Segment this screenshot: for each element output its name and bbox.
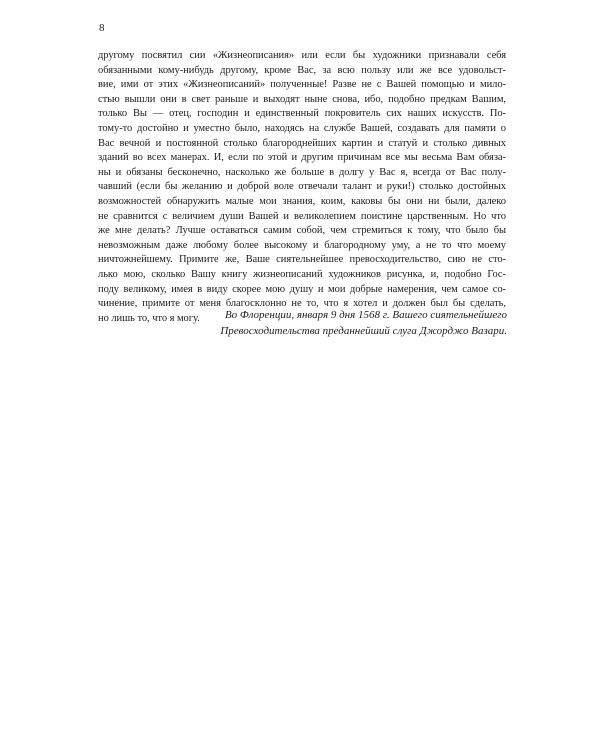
body-line: вие, ими от этих «Жизнеописаний» полученные! Разве не с Вашей помощью и мило- bbox=[98, 79, 506, 91]
body-line: же мне делать? Лучше оставаться самим собой, чем стремиться к тому, что было бы bbox=[98, 225, 506, 237]
body-line: тому-то достойно и уместно было, находясь на службе Вашей, создавать для памяти о bbox=[98, 122, 506, 134]
body-line: зданий во всех манерах. И, если по этой и другим причинам все мы весьма Вам обяза- bbox=[98, 152, 506, 164]
body-line: ничтожнейшему. Примите же, Ваше сиятельнейшее превосходительство, сию не сто- bbox=[98, 254, 506, 266]
body-line: чинение, примите от меня благосклонно не то, что я хотел и должен был бы сделать, bbox=[98, 298, 506, 310]
body-line: обязанными кому-нибудь другому, кроме Вас, за всю пользу или же все удовольст- bbox=[98, 64, 506, 76]
body-line: ны и обязаны бесконечно, насколько же больше в долгу у Вас я, всегда от Вас полу- bbox=[98, 166, 506, 178]
body-line: другому посвятил сии «Жизнеописания» или если бы художники признавали себя bbox=[98, 50, 506, 61]
body-line: стью вышли они в свет раньше и выходят ныне снова, ибо, подобно предкам Вашим, bbox=[98, 93, 506, 105]
signature-line: Во Флоренции, января 9 дня 1568 г. Вашего сиятельнейшего bbox=[224, 309, 507, 321]
signature-block bbox=[87, 307, 507, 339]
page-number: 8 bbox=[99, 22, 105, 34]
signature-line: Превосходительства преданнейший слуга Джорджо Вазари. bbox=[220, 325, 507, 338]
body-line: но лишь то, что я могу. bbox=[98, 312, 200, 324]
body-line: поду великому, имея в виду скорее мою душу и мои добрые намерения, чем самое со- bbox=[98, 283, 506, 295]
body-line: не сравнится с величием души Вашей и великолепием поистине царственным. Но что bbox=[98, 210, 506, 222]
body-line: невозможным даже любому более высокому и благородному уму, а не то что моему bbox=[98, 239, 506, 251]
body-line: только Вы — отец, господин и единственный покровитель сих наших искусств. По- bbox=[98, 108, 506, 120]
body-text bbox=[98, 49, 506, 326]
body-line: Вас вечной и постоянной столько благороднейших картин и статуй и столько дивных bbox=[98, 137, 506, 149]
body-line: возможностей обнаружить малые мои знания, коим, каковы бы они ни были, далеко bbox=[98, 195, 506, 207]
body-line: чавший (если бы желанию и доброй воле отвечали талант и руки!) столько достойных bbox=[98, 181, 506, 193]
body-line: лько мою, сколько Вашу книгу жизнеописаний художников рисунка, и, подобно Гос- bbox=[98, 268, 506, 280]
